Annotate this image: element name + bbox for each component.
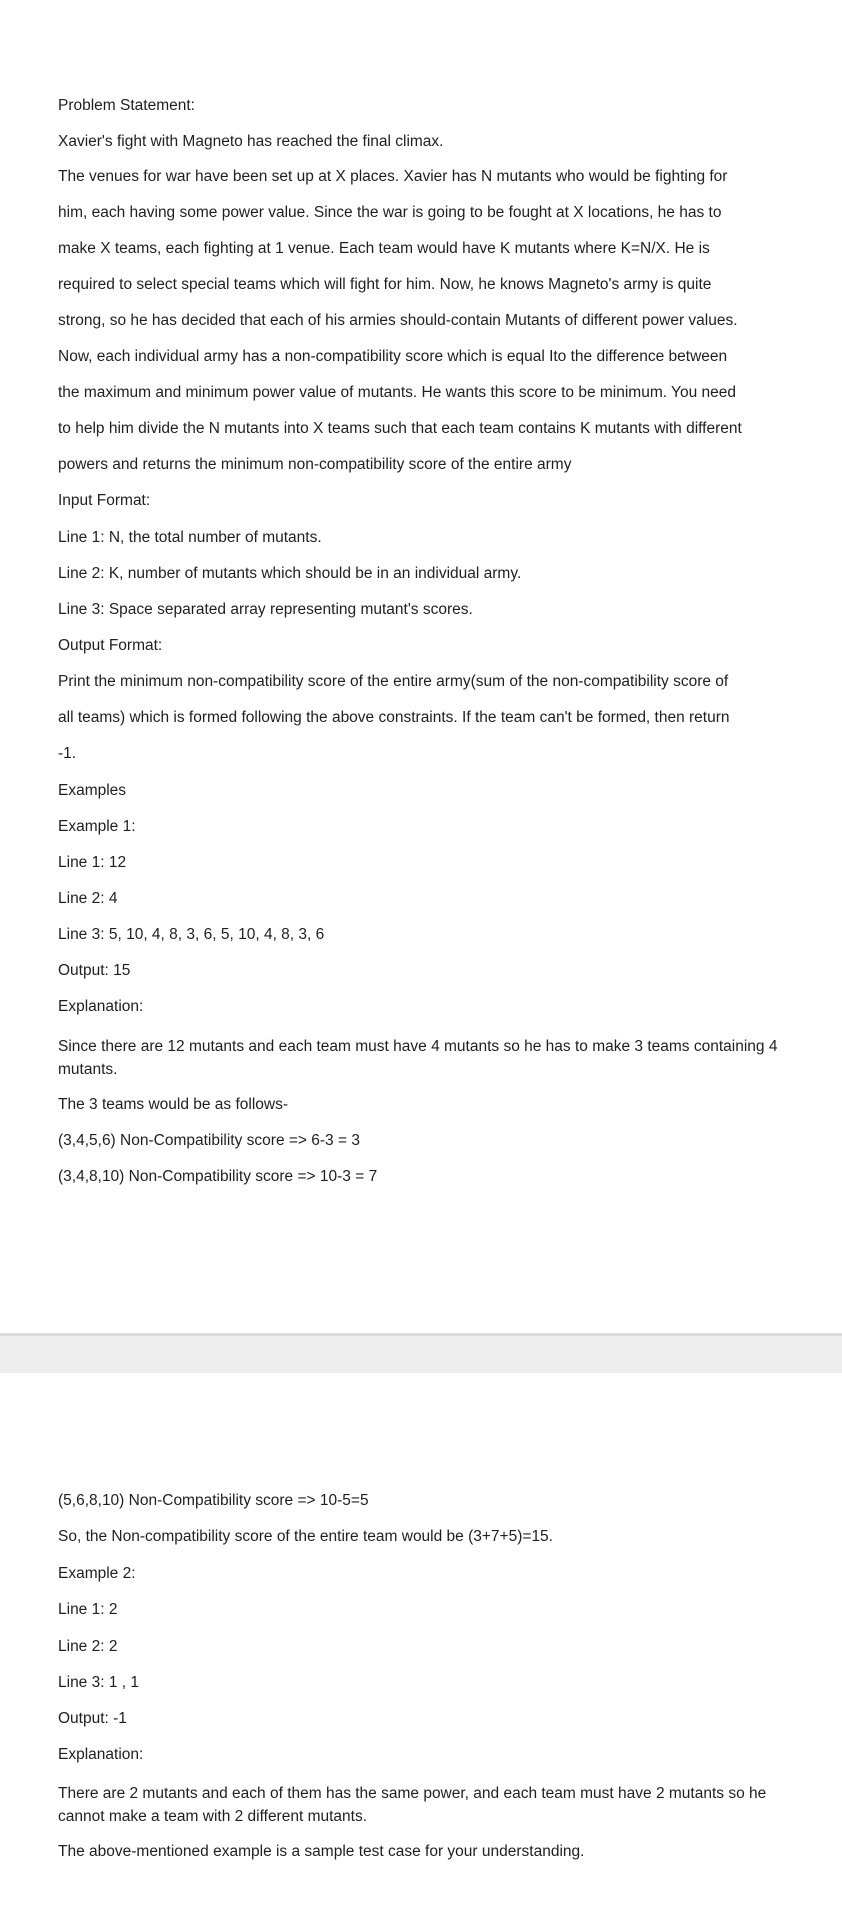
input-line: Line 2: K, number of mutants which should be in an individual army.	[58, 565, 522, 582]
explanation-heading: Explanation:	[58, 1746, 144, 1763]
example1-line: Line 3: 5, 10, 4, 8, 3, 6, 5, 10, 4, 8, 3, 6	[58, 926, 325, 943]
input-line: Line 1: N, the total number of mutants.	[58, 529, 322, 546]
paragraph-line: required to select special teams which will fight for him. Now, he knows Magneto's army is quite	[58, 276, 712, 293]
summary-line: So, the Non-compatibility score of the entire team would be (3+7+5)=15.	[58, 1528, 553, 1545]
intro-line: Xavier's fight with Magneto has reached the final climax.	[58, 133, 444, 150]
paragraph-line: to help him divide the N mutants into X teams such that each team contains K mutants with different	[58, 420, 742, 437]
example2-output: Output: -1	[58, 1710, 127, 1727]
output-line: -1.	[58, 745, 77, 762]
example2-line: Line 2: 2	[58, 1638, 118, 1655]
paragraph-line: powers and returns the minimum non-compatibility score of the entire army	[58, 456, 572, 473]
example2-line: Line 3: 1 , 1	[58, 1674, 140, 1691]
example1-heading: Example 1:	[58, 818, 136, 835]
example1-line: Line 1: 12	[58, 854, 127, 871]
teams-intro: The 3 teams would be as follows-	[58, 1096, 289, 1113]
output-line: all teams) which is formed following the above constraints. If the team can't be formed, then return	[58, 709, 730, 726]
team-line: (5,6,8,10) Non-Compatibility score => 10-5=5	[58, 1492, 369, 1509]
example2-heading: Example 2:	[58, 1565, 136, 1582]
team-line: (3,4,5,6) Non-Compatibility score => 6-3 = 3	[58, 1132, 360, 1149]
explanation-text: Since there are 12 mutants and each team must have 4 mutants so he has to make 3 teams containing 4 mutants.	[58, 1038, 778, 1078]
examples-heading: Examples	[58, 782, 127, 799]
explanation-heading: Explanation:	[58, 998, 144, 1015]
output-line: Print the minimum non-compatibility score of the entire army(sum of the non-compatibility score of	[58, 673, 729, 690]
explanation-text: There are 2 mutants and each of them has the same power, and each team must have 2 mutants so he cannot make a team with 2 different mutants.	[58, 1785, 767, 1825]
output-format-heading: Output Format:	[58, 637, 163, 654]
example1-output: Output: 15	[58, 962, 131, 979]
paragraph-line: The venues for war have been set up at X places. Xavier has N mutants who would be fighting for	[58, 168, 728, 185]
closing-line: The above-mentioned example is a sample test case for your understanding.	[58, 1843, 585, 1860]
problem-statement-heading: Problem Statement:	[58, 97, 195, 114]
team-line: (3,4,8,10) Non-Compatibility score => 10-3 = 7	[58, 1168, 378, 1185]
page-separator	[0, 1333, 842, 1373]
input-format-heading: Input Format:	[58, 492, 151, 509]
paragraph-line: him, each having some power value. Since the war is going to be fought at X locations, he has to	[58, 204, 722, 221]
example2-line: Line 1: 2	[58, 1601, 118, 1618]
example1-line: Line 2: 4	[58, 890, 118, 907]
paragraph-line: make X teams, each fighting at 1 venue. Each team would have K mutants where K=N/X. He is	[58, 240, 710, 257]
paragraph-line: Now, each individual army has a non-compatibility score which is equal Ito the difference between	[58, 348, 728, 365]
paragraph-line: the maximum and minimum power value of mutants. He wants this score to be minimum. You need	[58, 384, 737, 401]
paragraph-line: strong, so he has decided that each of his armies should-contain Mutants of different power values.	[58, 312, 738, 329]
input-line: Line 3: Space separated array representing mutant's scores.	[58, 601, 473, 618]
document-page-2	[0, 1373, 842, 1920]
